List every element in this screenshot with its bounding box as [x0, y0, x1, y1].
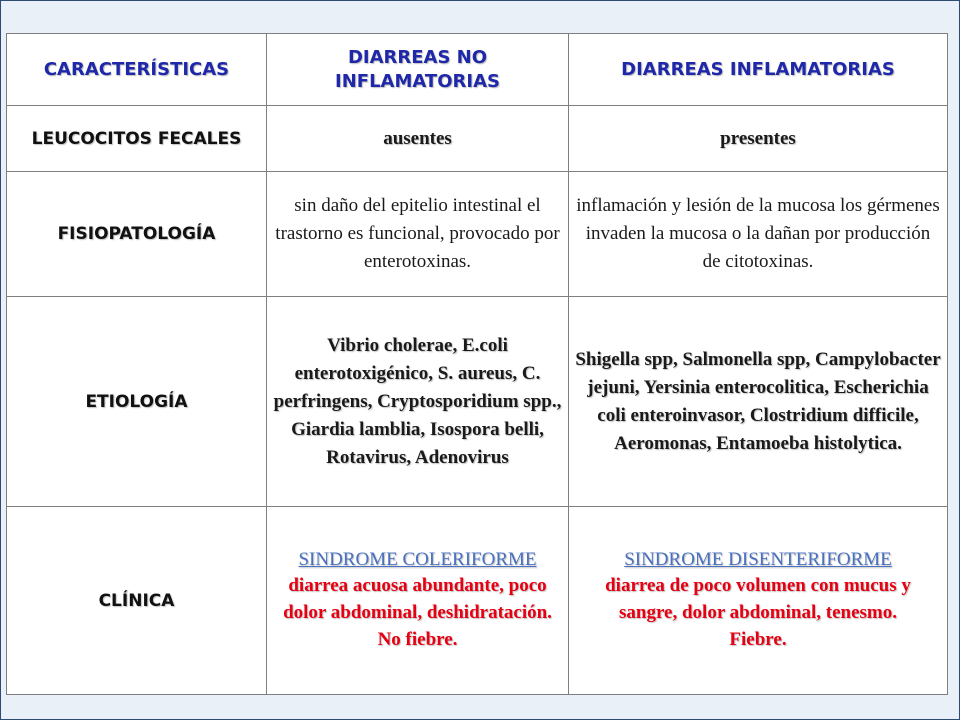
header-row: [7, 34, 948, 106]
cell-clinica-inflam: [569, 507, 948, 695]
cell-etiologia-no-inflam: Vibrio cholerae, E.coli enterotoxigénico, S. aureus, C. perfringens, Cryptosporidium spp., Giardia lamblia, Isospora belli, Rotavirus, Adenovirus: [267, 297, 569, 507]
row-label-fisiopatologia: FISIOPATOLOGÍA: [7, 172, 267, 297]
header-caracteristicas: CARACTERÍSTICAS: [7, 34, 267, 106]
row-label-clinica: CLÍNICA: [7, 507, 267, 695]
table-row: [7, 507, 948, 695]
sindrome-disenteriforme-link[interactable]: SINDROME DISENTERIFORME: [624, 549, 892, 570]
comparison-table: [6, 33, 948, 695]
cell-leucocitos-inflam: presentes: [569, 106, 948, 172]
row-label-leucocitos: LEUCOCITOS FECALES: [7, 106, 267, 172]
cell-clinica-no-inflam: [267, 507, 569, 695]
sindrome-coleriforme-link[interactable]: SINDROME COLERIFORME: [298, 549, 537, 570]
cell-fisiopatologia-inflam: inflamación y lesión de la mucosa los gérmenes invaden la mucosa o la dañan por producción de citotoxinas.: [569, 172, 948, 297]
cell-etiologia-inflam: Shigella spp, Salmonella spp, Campylobacter jejuni, Yersinia enterocolitica, Escherichia coli enteroinvasor, Clostridium difficile, Aeromonas, Entamoeba histolytica.: [569, 297, 948, 507]
table-row: [7, 106, 948, 172]
header-inflamatorias: DIARREAS INFLAMATORIAS: [569, 34, 948, 106]
header-no-inflamatorias: DIARREAS NO INFLAMATORIAS: [267, 34, 569, 106]
cell-fisiopatologia-no-inflam: sin daño del epitelio intestinal el trastorno es funcional, provocado por enterotoxinas.: [267, 172, 569, 297]
row-label-etiologia: ETIOLOGÍA: [7, 297, 267, 507]
clinica-inflam-fiebre: Fiebre.: [729, 629, 787, 650]
table-row: [7, 172, 948, 297]
table-row: [7, 297, 948, 507]
clinica-no-inflam-text: diarrea acuosa abundante, poco dolor abdominal, deshidratación. No fiebre.: [283, 575, 552, 650]
clinica-inflam-text: diarrea de poco volumen con mucus y sangre, dolor abdominal, tenesmo.: [605, 575, 911, 623]
cell-leucocitos-no-inflam: ausentes: [267, 106, 569, 172]
